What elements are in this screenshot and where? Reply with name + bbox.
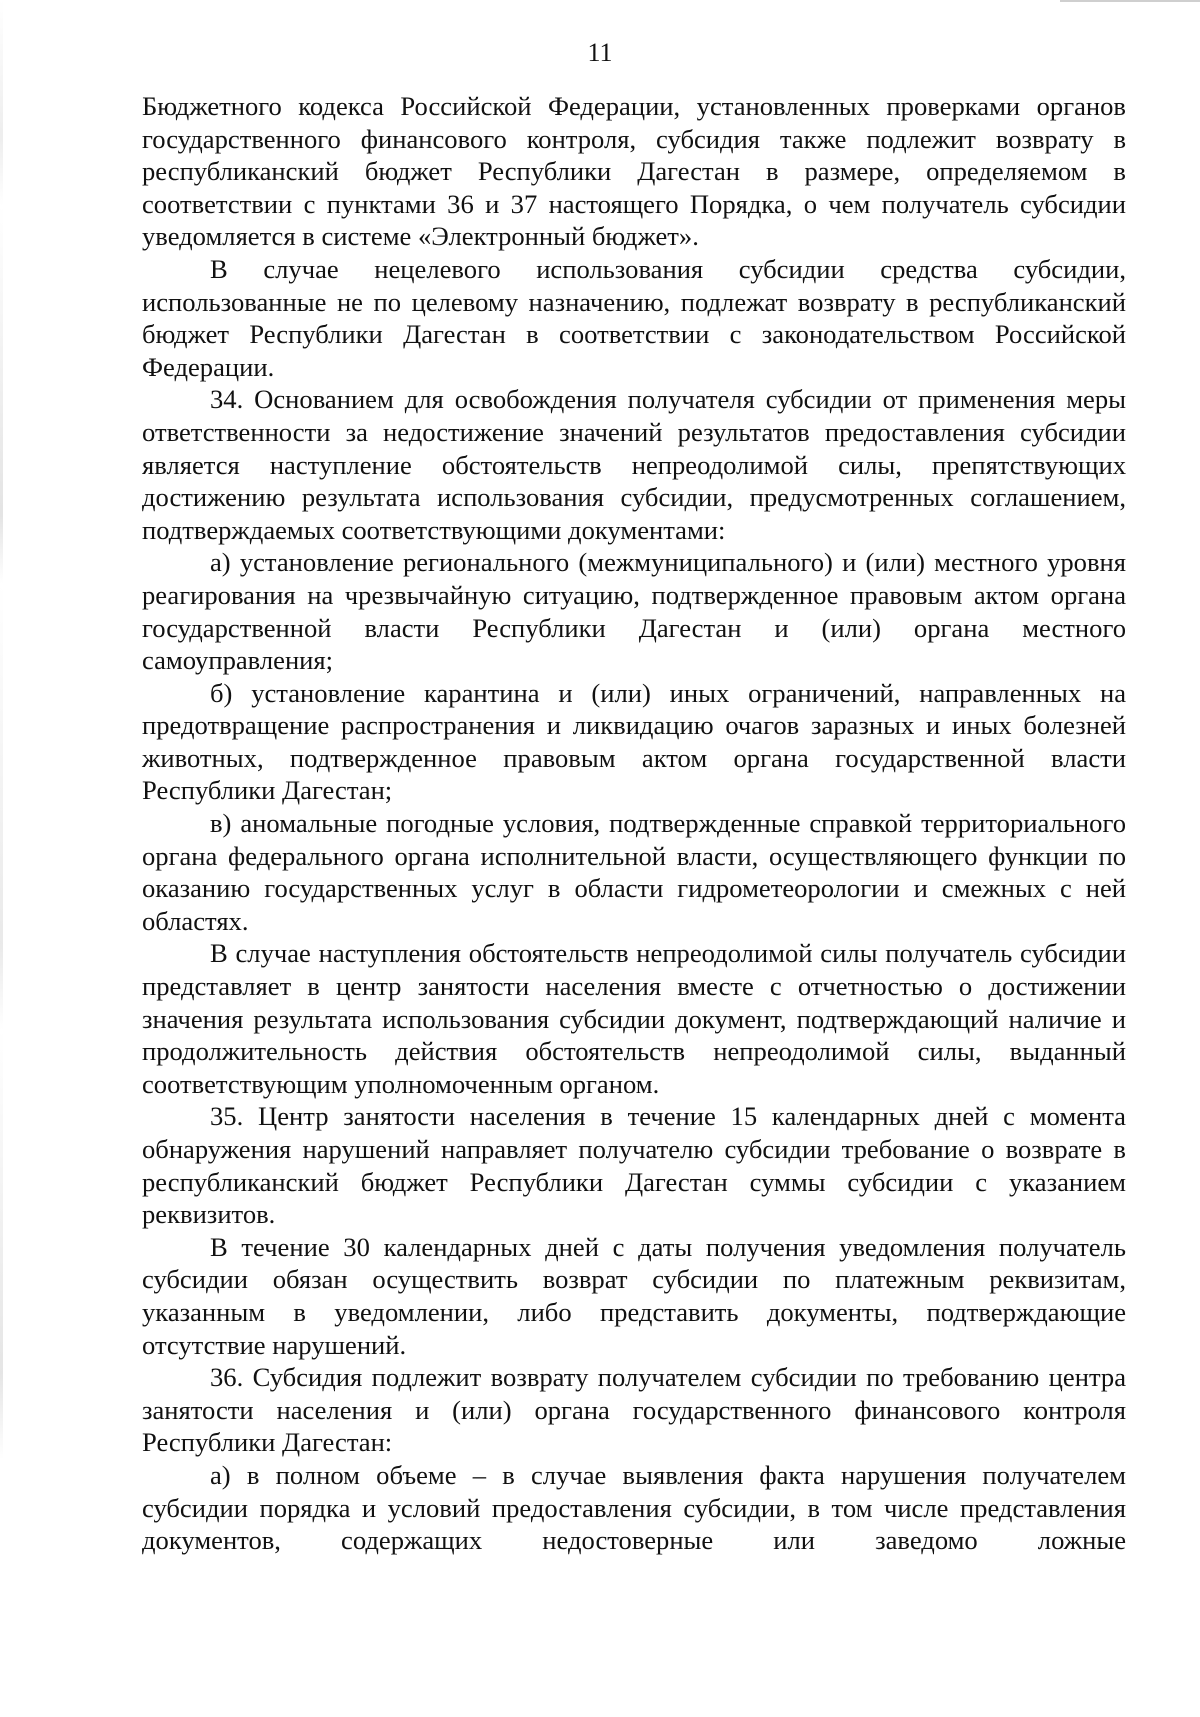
scan-edge-left xyxy=(0,0,3,1717)
paragraph-34a-emergency: а) установление регионального (межмуниципального) и (или) местного уровня реагирования на чрезвычайную ситуацию, подтвержденное правовым актом органа государственной власти Республики Дагестан и (или) органа местного самоуправления; xyxy=(142,547,1126,676)
paragraph-34b-quarantine: б) установление карантина и (или) иных ограничений, направленных на предотвращение распространения и ликвидацию очагов заразных и иных болезней животных, подтвержденное правовым актом органа государственной власти Республики Дагестан; xyxy=(142,677,1126,806)
document-body xyxy=(142,90,1126,1557)
paragraph-misuse-return: В случае нецелевого использования субсидии средства субсидии, использованные не по целевому назначению, подлежат возврату в республиканский бюджет Республики Дагестан в соответствии с законодательством Российской Федерации. xyxy=(142,253,1126,382)
paragraph-budget-code-return: Бюджетного кодекса Российской Федерации, установленных проверками органов государственного финансового контроля, субсидия также подлежит возврату в республиканский бюджет Республики Дагестан в размере, определяемом в соответствии с пунктами 36 и 37 настоящего Порядка, о чем получатель субсидии уведомляется в системе «Электронный бюджет». xyxy=(142,91,1126,252)
paragraph-34-force-majeure: 34. Основанием для освобождения получателя субсидии от применения меры ответственности за недостижение значений результатов предоставления субсидии является наступление обстоятельств непреодолимой силы, препятствующих достижению результата использования субсидии, предусмотренных соглашением, подтверждаемых соответствующими документами: xyxy=(142,384,1126,545)
scan-edge-top xyxy=(1060,0,1200,2)
page-number: 11 xyxy=(587,38,613,67)
paragraph-36a-full-return: а) в полном объеме – в случае выявления факта нарушения получателем субсидии порядка и условий предоставления субсидии, в том числе представления документов, содержащих недостоверные или заведомо ложные xyxy=(142,1459,1126,1556)
paragraph-34c-weather: в) аномальные погодные условия, подтвержденные справкой территориального органа федерального органа исполнительной власти, осуществляющего функции по оказанию государственных услуг в области гидрометеорологии и смежных с ней областях. xyxy=(142,808,1126,936)
paragraph-30-days-return: В течение 30 календарных дней с даты получения уведомления получатель субсидии обязан осуществить возврат субсидии по платежным реквизитам, указанным в уведомлении, либо представить документы, подтверждающие отсутствие нарушений. xyxy=(142,1231,1126,1360)
paragraph-35-return-demand: 35. Центр занятости населения в течение 15 календарных дней с момента обнаружения нарушений направляет получателю субсидии требование о возврате в республиканский бюджет Республики Дагестан суммы субсидии с указанием реквизитов. xyxy=(142,1101,1126,1230)
paragraph-force-majeure-documents: В случае наступления обстоятельств непреодолимой силы получатель субсидии представляет в центр занятости населения вместе с отчетностью о достижении значения результата использования субсидии документ, подтверждающий наличие и продолжительность действия обстоятельств непреодолимой силы, выданный соответствующим уполномоченным органом. xyxy=(142,938,1126,1099)
paragraph-36-subsidy-return: 36. Субсидия подлежит возврату получателем субсидии по требованию центра занятости населения и (или) органа государственного финансового контроля Республики Дагестан: xyxy=(142,1362,1126,1458)
